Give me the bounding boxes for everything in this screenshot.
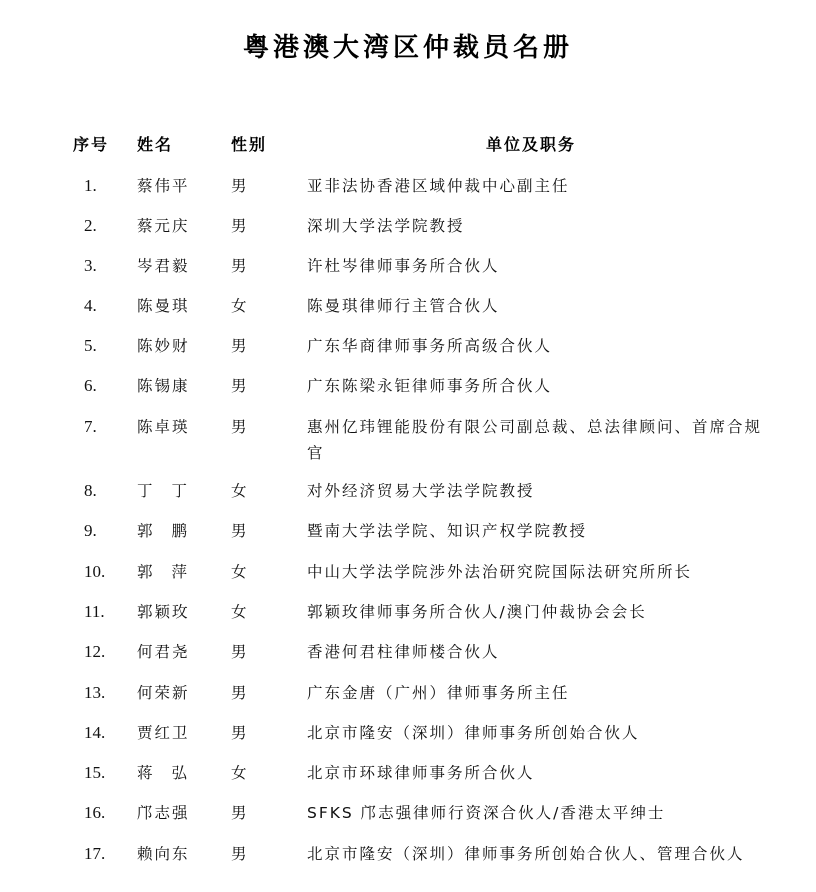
column-header-name: 姓名: [137, 135, 174, 154]
row-gender: 男: [231, 522, 247, 540]
row-name: 蔡伟平: [137, 177, 190, 195]
row-name: 陈妙财: [137, 337, 190, 355]
row-seq: 2.: [84, 216, 97, 235]
row-name: 郭萍: [137, 563, 207, 581]
row-seq: 10.: [84, 562, 106, 581]
row-seq: 13.: [84, 683, 106, 702]
row-name: 蔡元庆: [137, 217, 190, 235]
row-gender: 男: [231, 845, 247, 863]
row-org: 广东陈梁永钜律师事务所合伙人: [307, 377, 553, 395]
row-gender: 男: [231, 643, 247, 661]
row-seq: 6.: [84, 376, 97, 395]
row-name: 蒋弘: [137, 764, 207, 782]
row-org: 中山大学法学院涉外法治研究院国际法研究所所长: [307, 563, 693, 581]
row-name: 丁丁: [137, 482, 207, 500]
row-gender: 男: [231, 177, 247, 195]
row-org: 惠州亿玮锂能股份有限公司副总裁、总法律顾问、首席合规官: [307, 418, 763, 462]
row-gender: 男: [231, 418, 247, 436]
row-org: 广东金唐（广州）律师事务所主任: [307, 684, 570, 702]
row-org: 暨南大学法学院、知识产权学院教授: [307, 522, 588, 540]
row-org: 广东华商律师事务所高级合伙人: [307, 337, 553, 355]
row-org: 郭颖玫律师事务所合伙人/澳门仲裁协会会长: [307, 603, 647, 621]
row-seq: 7.: [84, 417, 97, 436]
row-seq: 9.: [84, 521, 97, 540]
row-org: 亚非法协香港区域仲裁中心副主任: [307, 177, 570, 195]
row-seq: 11.: [84, 602, 105, 621]
row-org: 陈曼琪律师行主管合伙人: [307, 297, 500, 315]
row-seq: 17.: [84, 844, 106, 863]
row-name: 陈曼琪: [137, 297, 190, 315]
row-seq: 14.: [84, 723, 106, 742]
row-gender: 男: [231, 217, 247, 235]
column-header-seq: 序号: [73, 135, 110, 154]
row-gender: 男: [231, 337, 247, 355]
row-gender: 女: [231, 563, 247, 581]
row-name: 郭颖玫: [137, 603, 190, 621]
row-name: 岑君毅: [137, 257, 190, 275]
row-gender: 男: [231, 684, 247, 702]
column-header-gender: 性别: [231, 135, 268, 154]
row-org: 香港何君柱律师楼合伙人: [307, 643, 500, 661]
row-name: 何荣新: [137, 684, 190, 702]
row-gender: 男: [231, 377, 247, 395]
row-gender: 男: [231, 724, 247, 742]
row-org: 北京市隆安（深圳）律师事务所创始合伙人: [307, 724, 640, 742]
row-seq: 12.: [84, 642, 106, 661]
row-gender: 男: [231, 257, 247, 275]
row-seq: 16.: [84, 803, 106, 822]
row-gender: 女: [231, 482, 247, 500]
row-name: 邝志强: [137, 804, 190, 822]
row-seq: 3.: [84, 256, 97, 275]
row-seq: 4.: [84, 296, 97, 315]
table-header: [0, 134, 816, 158]
row-seq: 5.: [84, 336, 97, 355]
row-gender: 女: [231, 297, 247, 315]
row-name: 赖向东: [137, 845, 190, 863]
row-seq: 8.: [84, 481, 97, 500]
row-name: 贾红卫: [137, 724, 190, 742]
row-gender: 男: [231, 804, 247, 822]
row-seq: 1.: [84, 176, 97, 195]
row-name: 郭鹏: [137, 522, 207, 540]
row-org: 许杜岑律师事务所合伙人: [307, 257, 500, 275]
row-org: 北京市隆安（深圳）律师事务所创始合伙人、管理合伙人: [307, 845, 745, 863]
row-seq: 15.: [84, 763, 106, 782]
row-name: 何君尧: [137, 643, 190, 661]
row-name: 陈卓瑛: [137, 418, 190, 436]
row-org: 北京市环球律师事务所合伙人: [307, 764, 535, 782]
row-org: SFKS 邝志强律师行资深合伙人/香港太平绅士: [307, 804, 666, 822]
row-org: 深圳大学法学院教授: [307, 217, 465, 235]
row-name: 陈锡康: [137, 377, 190, 395]
row-org: 对外经济贸易大学法学院教授: [307, 482, 535, 500]
column-header-org: 单位及职务: [486, 135, 577, 154]
row-gender: 女: [231, 764, 247, 782]
row-gender: 女: [231, 603, 247, 621]
page-title: 粤港澳大湾区仲裁员名册: [242, 33, 573, 63]
